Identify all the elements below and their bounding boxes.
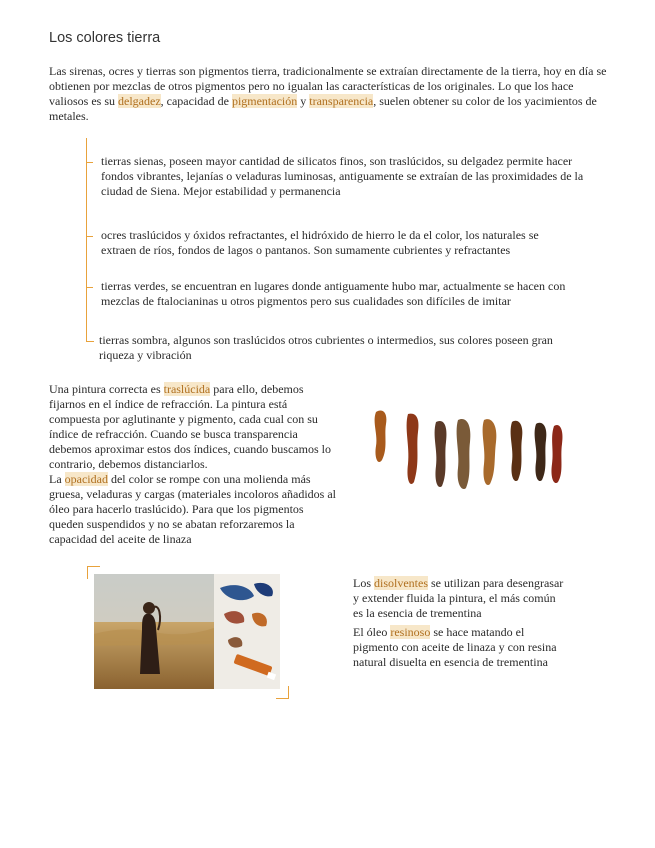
swatch-stroke (483, 419, 497, 485)
highlight-transparencia: transparencia (309, 94, 374, 108)
pintura-text: Una pintura correcta es (49, 382, 164, 396)
page-title: Los colores tierra (49, 30, 161, 46)
list-item-text: tierras sienas, poseen mayor cantidad de silicatos finos, son traslúcidos, su delgadez permite hacer fondos vibrantes, lejanías o veladuras luminosas, antiguamente se extraían de las proximidades de la ciudad de Siena. Mejor estabilidad y permanencia (101, 154, 584, 198)
intro-text: Las sirenas, ocres y tierras son pigmentos tierra, tradicionalmente se extraían directamente de la tierra, hoy en día se obtienen por mezclas de otros pigmentos pero no igualan las características de los originales. Lo que los hace valiosos es su (49, 64, 607, 108)
swatch-stroke (551, 425, 562, 483)
disolventes-paragraph (353, 576, 568, 621)
intro-text: , capacidad de (160, 94, 232, 108)
solventes-text: se utilizan para desengrasar y extender fluida la pintura, el más común es la esencia de trementina (353, 576, 564, 620)
pintura-text: del color se rompe con una molienda más gruesa, veladuras y cargas (materiales incoloros añadidos al óleo para hacerlo traslúcido). Para que los pigmentos queden suspendidos y no se abatan reforzaremos la capacidad del aceite de linaza (49, 472, 337, 546)
highlight-delgadez: delgadez (118, 94, 161, 108)
list-item (99, 333, 559, 363)
pintura-text: para ello, debemos fijarnos en el índice de refracción. La pintura está compuesta por aglutinante y pigmento, cada cual con su índice de refracción. Cuando se busca transparencia debemos aproximar estos dos índices, cuando buscamos lo contrario, debemos distanciarlos. (49, 382, 331, 471)
solventes-text: Los (353, 576, 374, 590)
list-item-text: ocres traslúcidos y óxidos refractantes, el hidróxido de hierro le da el color, los naturales se extraen de ríos, fondos de lagos o pantanos. Son sumamente cubrientes y refractantes (101, 228, 539, 257)
intro-text: , suelen obtener su color de los yacimientos de metales. (49, 94, 597, 123)
solventes-text: El óleo (353, 625, 391, 639)
swatch-stroke (511, 421, 523, 481)
list-item (101, 228, 571, 258)
solventes-text: se hace matando el pigmento con aceite de linaza y con resina natural disuelta en esencia de trementina (353, 625, 557, 669)
photo-frame-corner (276, 686, 289, 699)
swatch-stroke (435, 421, 447, 487)
highlight-opacidad: opacidad (64, 472, 108, 486)
list-item-text: tierras sombra, algunos son traslúcidos otros cubrientes o intermedios, sus colores poseen gran riqueza y vibración (99, 333, 553, 362)
intro-text: y (297, 94, 310, 108)
pintura-section (49, 382, 339, 547)
painting-photo (94, 574, 280, 689)
swatch-stroke (407, 414, 419, 484)
list-tick (86, 287, 93, 288)
highlight-resinoso: resinoso (390, 625, 431, 639)
swatch-stroke (535, 423, 547, 481)
highlight-traslucida: traslúcida (163, 382, 211, 396)
list-bracket-end (86, 341, 94, 342)
resinoso-paragraph (353, 625, 568, 670)
highlight-pigmentacion: pigmentación (231, 94, 298, 108)
opacidad-paragraph (49, 472, 339, 547)
list-item-text: tierras verdes, se encuentran en lugares donde antiguamente hubo mar, actualmente se hacen con mezclas de ftalocianinas u otros pigmentos pero sus cualidades son difíciles de imitar (101, 279, 566, 308)
highlight-disolventes: disolventes (374, 576, 428, 590)
swatch-stroke (375, 411, 387, 463)
solventes-section (353, 576, 568, 670)
list-bracket-line (86, 138, 87, 342)
list-item (101, 154, 606, 199)
list-tick (86, 236, 93, 237)
pintura-paragraph (49, 382, 339, 472)
list-tick (86, 162, 93, 163)
swatch-stroke (457, 419, 471, 489)
pintura-text: La (49, 472, 65, 486)
intro-paragraph (49, 64, 609, 124)
list-item (101, 279, 591, 309)
paint-swatches-image (366, 402, 576, 492)
